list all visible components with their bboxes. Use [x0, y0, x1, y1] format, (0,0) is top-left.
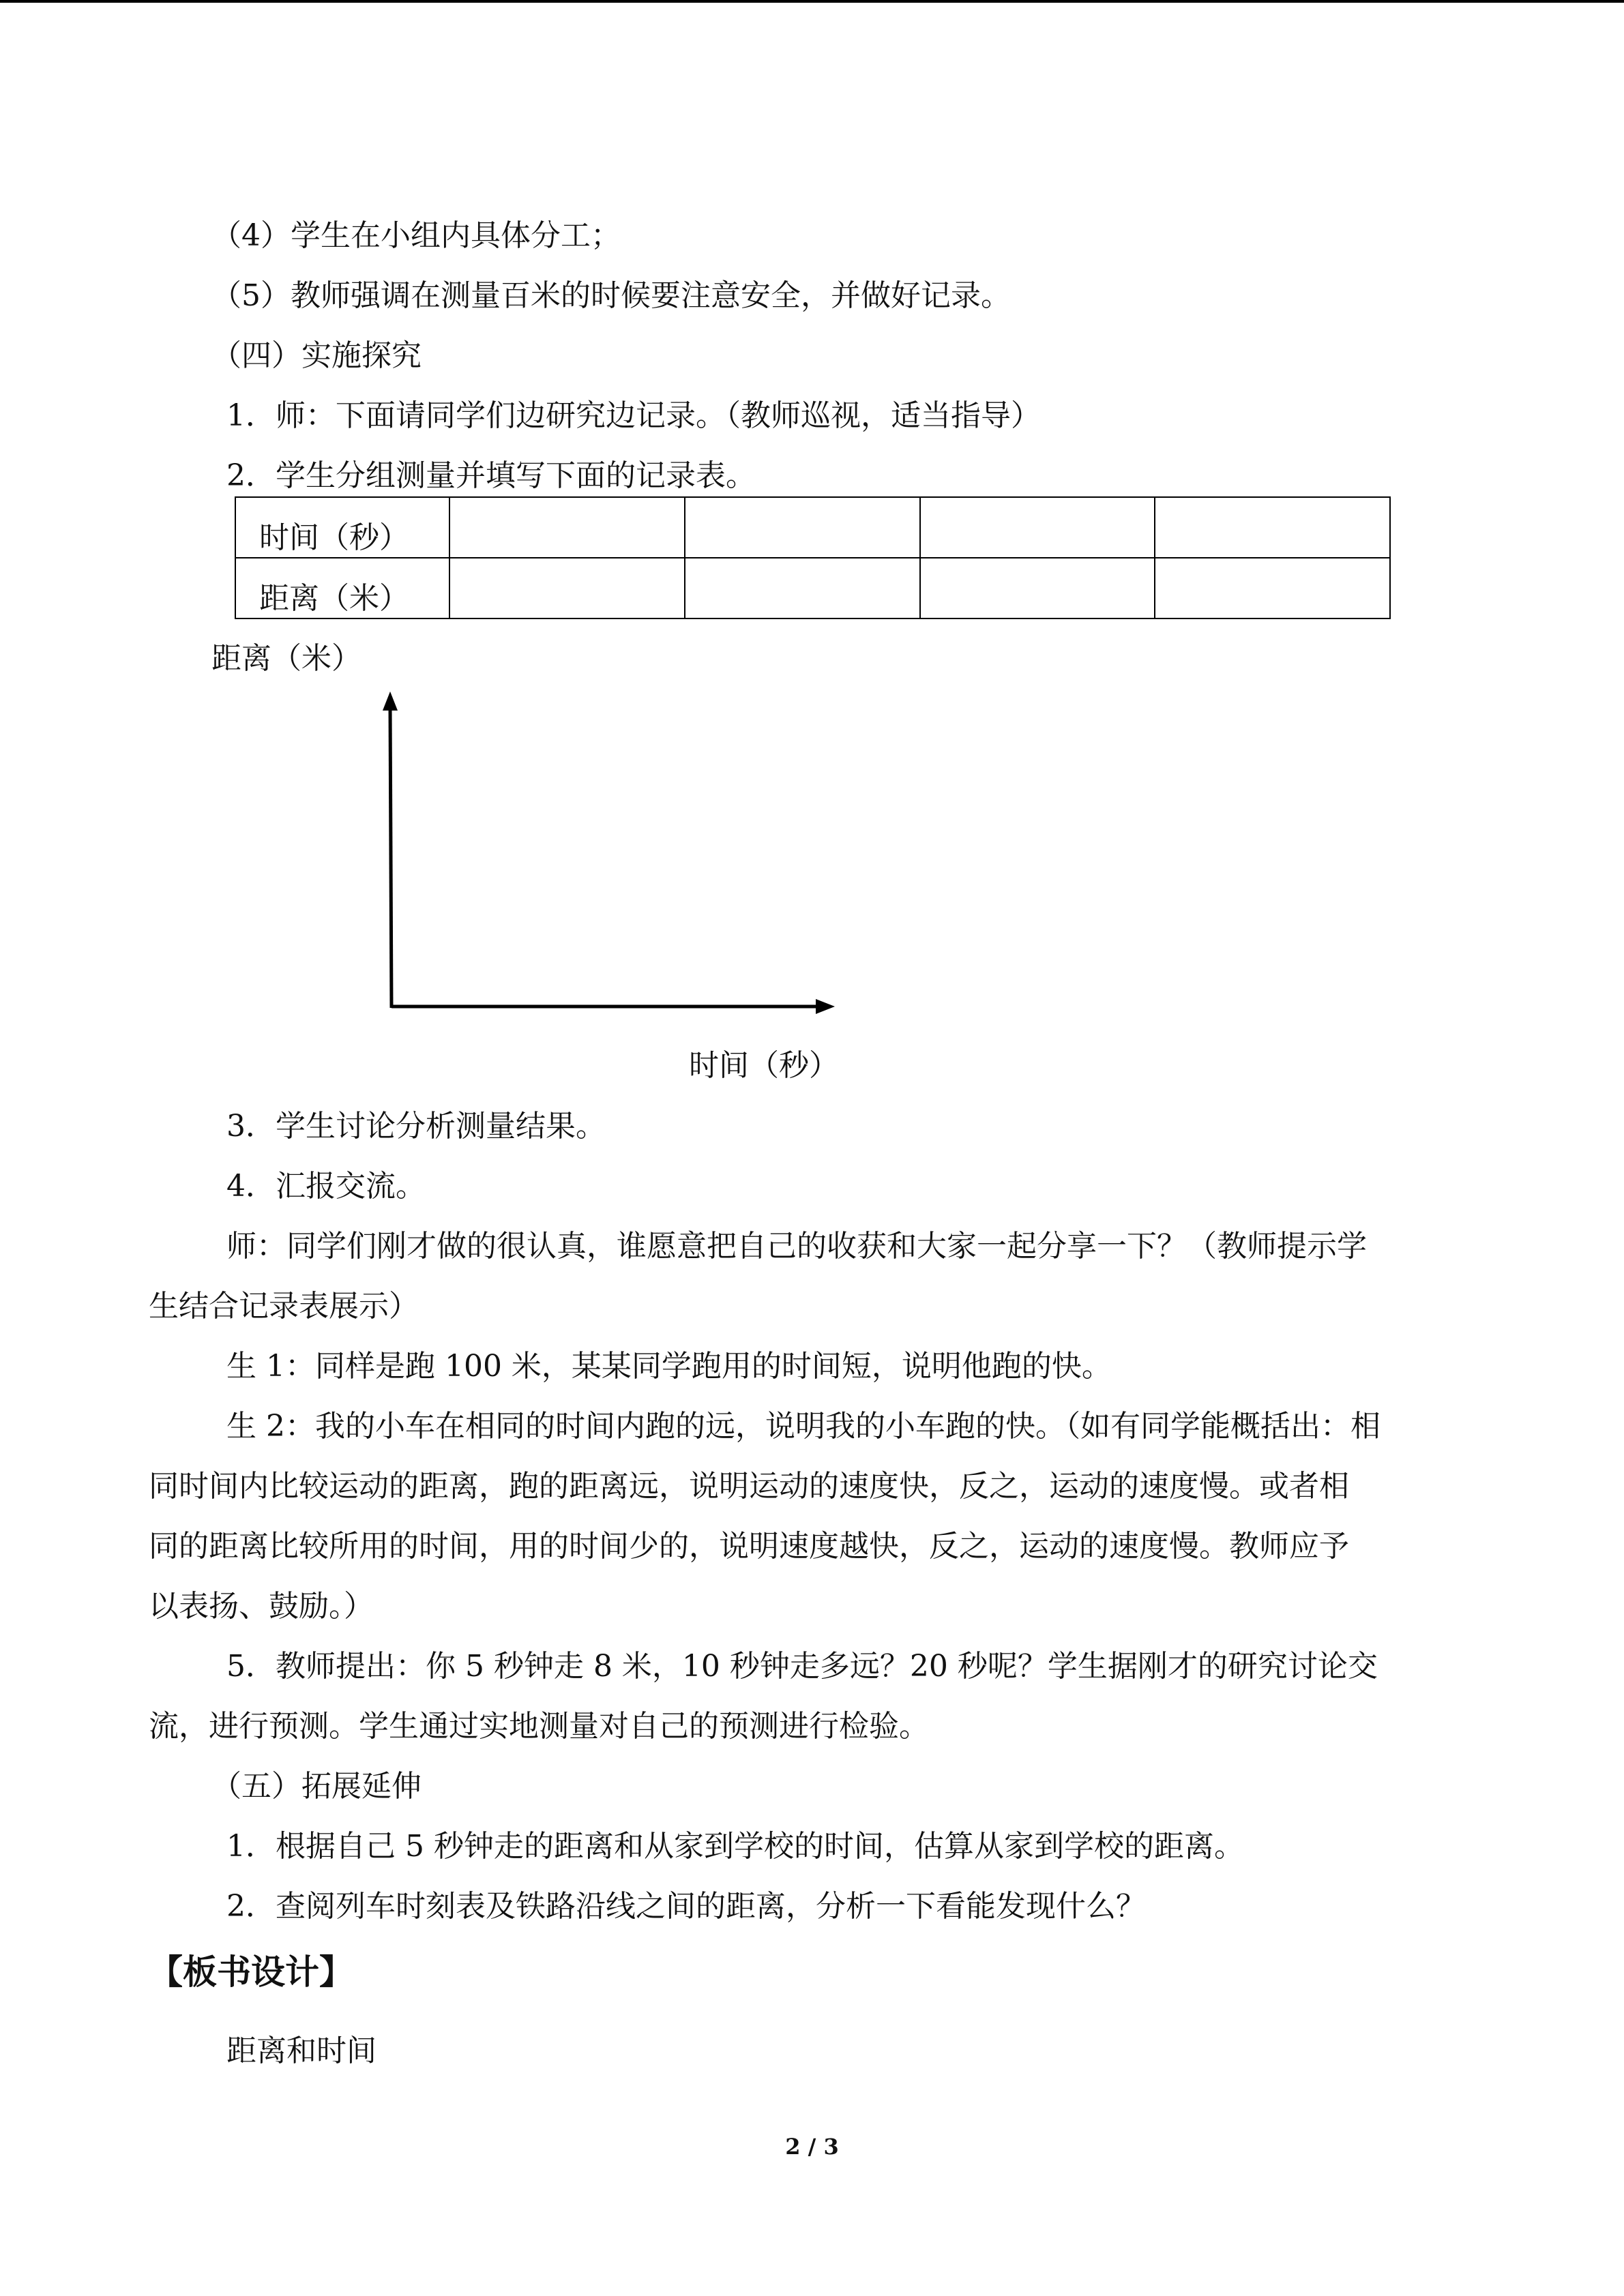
top-border-rule: [0, 0, 1624, 3]
student-2-answer-line-1: 生 2：我的小车在相同的时间内跑的远，说明我的小车跑的快。（如有同学能概括出：相: [226, 1409, 1381, 1444]
student-1-answer: 生 1：同样是跑 100 米，某某同学跑用的时间短，说明他跑的快。: [226, 1349, 1112, 1384]
y-axis-label: 距离（米）: [211, 641, 361, 676]
extension-item-2: 2．查阅列车时刻表及铁路沿线之间的距离，分析一下看能发现什么？: [226, 1889, 1146, 1924]
y-axis-arrow-icon: [383, 691, 398, 711]
x-axis-label: 时间（秒）: [689, 1048, 839, 1083]
record-table: [235, 496, 1391, 619]
step-5-prediction-line-2: 流，进行预测。学生通过实地测量对自己的预测进行检验。: [149, 1709, 929, 1744]
distance-cell-2: [685, 558, 920, 618]
item-4-division-of-labor: （4）学生在小组内具体分工；: [211, 218, 621, 253]
subheading-extension: （五）拓展延伸: [211, 1769, 422, 1804]
step-4-report: 4．汇报交流。: [226, 1169, 426, 1204]
item-5-safety-note: （5）教师强调在测量百米的时候要注意安全，并做好记录。: [211, 278, 1011, 313]
extension-item-1: 1．根据自己 5 秒钟走的距离和从家到学校的时间，估算从家到学校的距离。: [226, 1829, 1244, 1864]
time-cell-1: [449, 497, 685, 558]
x-axis-arrow-icon: [816, 999, 835, 1014]
teacher-prompt-line-1: 师：同学们刚才做的很认真，谁愿意把自己的收获和大家一起分享一下？（教师提示学: [226, 1229, 1367, 1264]
table-row-time: [235, 497, 1390, 558]
page-number: 2 / 3: [785, 2134, 839, 2160]
time-cell-2: [685, 497, 920, 558]
blank-graph: [355, 682, 846, 1023]
distance-cell-3: [920, 558, 1155, 618]
student-2-answer-line-2: 同时间内比较运动的距离，跑的距离远，说明运动的速度快，反之，运动的速度慢。或者相: [149, 1469, 1349, 1504]
subheading-implement-inquiry: （四）实施探究: [211, 338, 422, 373]
teacher-prompt-line-2: 生结合记录表展示）: [149, 1289, 419, 1324]
student-2-answer-line-3: 同的距离比较所用的时间，用的时间少的，说明速度越快，反之，运动的速度慢。教师应予: [149, 1529, 1349, 1564]
step-1-teacher-instruction: 1．师：下面请同学们边研究边记录。（教师巡视，适当指导）: [226, 398, 1041, 433]
row-label-time: 时间（秒）: [235, 497, 449, 558]
student-2-answer-line-4: 以表扬、鼓励。）: [149, 1589, 374, 1624]
time-cell-4: [1155, 497, 1390, 558]
table-row-distance: [235, 558, 1390, 618]
step-2-group-measure: 2．学生分组测量并填写下面的记录表。: [226, 458, 756, 493]
time-cell-3: [920, 497, 1155, 558]
board-design-content: 距离和时间: [226, 2033, 377, 2068]
step-3-discuss-results: 3．学生讨论分析测量结果。: [226, 1109, 606, 1144]
step-5-prediction-line-1: 5．教师提出：你 5 秒钟走 8 米，10 秒钟走多远？20 秒呢？学生据刚才的研究讨论交: [226, 1649, 1378, 1684]
distance-cell-4: [1155, 558, 1390, 618]
y-axis-line: [390, 706, 392, 1008]
row-label-distance: 距离（米）: [235, 558, 449, 618]
distance-cell-1: [449, 558, 685, 618]
section-heading-board-design: 【板书设计】: [149, 1952, 353, 1992]
